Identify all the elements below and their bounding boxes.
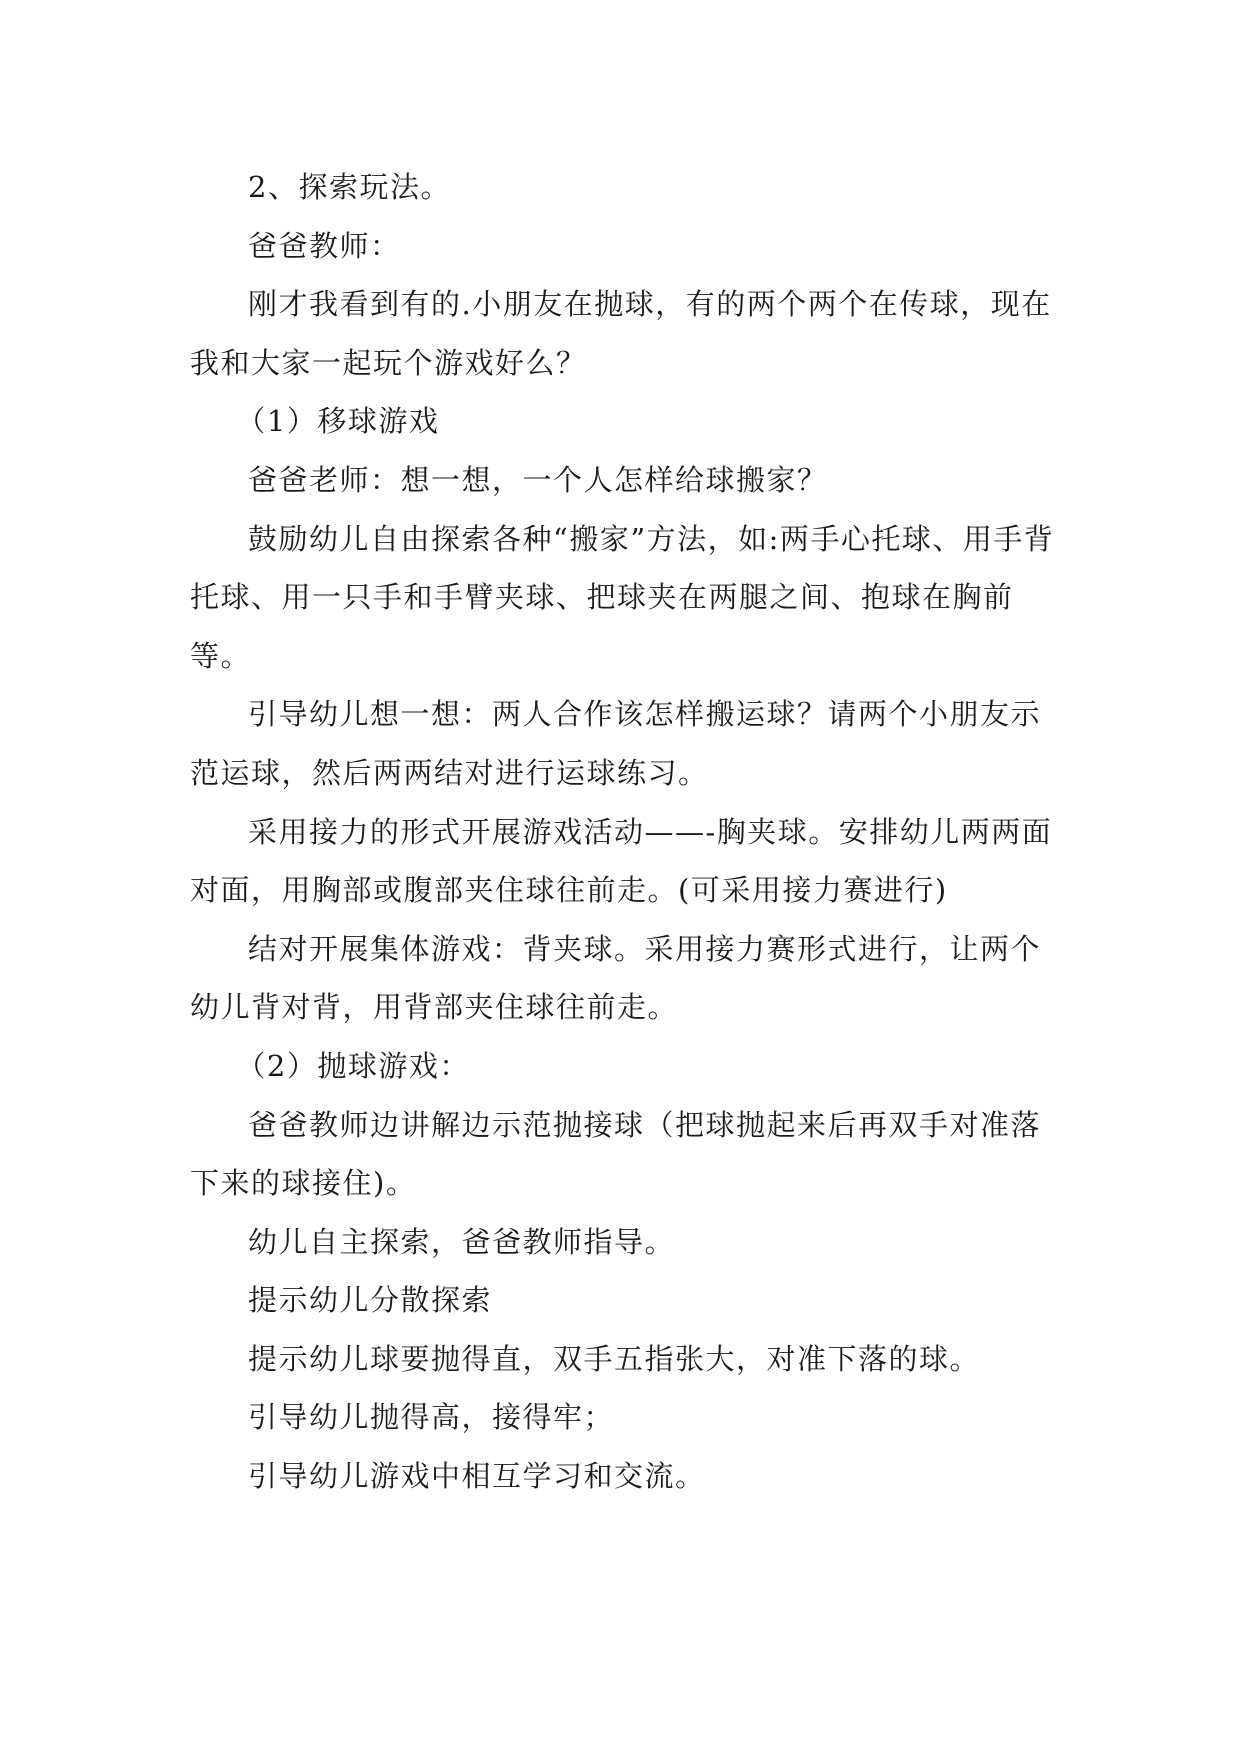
paragraph: 刚才我看到有的.小朋友在抛球，有的两个两个在传球，现在我和大家一起玩个游戏好么？ <box>190 287 1052 380</box>
section-heading: （1）移球游戏 <box>236 404 440 439</box>
paragraph: 引导幼儿想一想：两人合作该怎样搬运球？请两个小朋友示范运球，然后两两结对进行运球练习。 <box>190 697 1042 790</box>
paragraph: 结对开展集体游戏：背夹球。采用接力赛形式进行，让两个幼儿背对背，用背部夹住球往前走。 <box>190 931 1042 1025</box>
paragraph: 提示幼儿球要抛得直，双手五指张大，对准下落的球。 <box>248 1341 981 1376</box>
paragraph: 幼儿自主探索，爸爸教师指导。 <box>248 1224 676 1259</box>
paragraph: 爸爸老师：想一想，一个人怎样给球搬家？ <box>248 462 828 497</box>
paragraph: 引导幼儿游戏中相互学习和交流。 <box>248 1459 706 1494</box>
paragraph: 引导幼儿抛得高，接得牢； <box>248 1400 615 1435</box>
document-body <box>190 158 1070 1506</box>
paragraph: 爸爸教师边讲解边示范抛接球（把球抛起来后再双手对准落下来的球接住)。 <box>190 1107 1042 1201</box>
paragraph: 鼓励幼儿自由探索各种“搬家”方法，如:两手心托球、用手背托球、用一只手和手臂夹球、把球夹在两腿之间、抱球在胸前等。 <box>190 521 1055 673</box>
section-heading: （2）抛球游戏： <box>236 1048 470 1083</box>
paragraph: 爸爸教师： <box>248 228 401 263</box>
paragraph: 2、探索玩法。 <box>248 170 451 204</box>
paragraph: 采用接力的形式开展游戏活动——-胸夹球。安排幼儿两两面对面，用胸部或腹部夹住球往前走。(可采用接力赛进行) <box>190 814 1053 908</box>
paragraph: 提示幼儿分散探索 <box>248 1283 493 1318</box>
